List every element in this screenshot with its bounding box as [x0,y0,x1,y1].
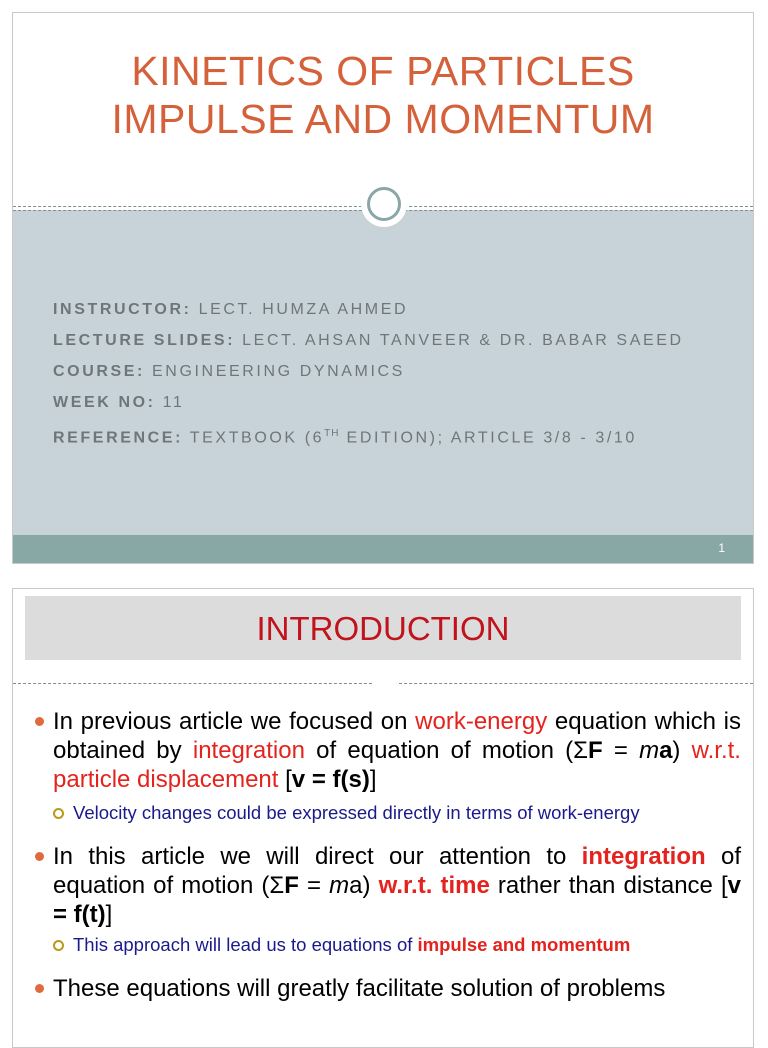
divider-ring [367,187,401,221]
meta-key: REFERENCE: [53,429,184,447]
slide-footer [13,535,753,563]
sub-bullet-item: This approach will lead us to equations of impulse and momentum [53,933,741,957]
slide-title [13,47,753,143]
sub-bullet-ring-icon [53,940,64,951]
title-line-2: IMPULSE AND MOMENTUM [111,96,655,142]
meta-lecture-slides [53,331,743,362]
bullet-dot-icon [35,717,44,726]
bullet-dot-icon [35,984,44,993]
meta-value: 11 [155,394,185,411]
bullet-item: These equations will greatly facilitate solution of problems [35,974,741,1003]
bullet-dot-icon [35,852,44,861]
meta-value-cont: EDITION); ARTICLE 3/8 - 3/10 [339,429,637,447]
title-slide [12,12,754,564]
meta-value: ENGINEERING DYNAMICS [144,363,405,380]
meta-value: LECT. AHSAN TANVEER & DR. BABAR SAEED [235,332,684,349]
slide-heading: INTRODUCTION [25,596,741,660]
course-info [53,300,743,455]
sub-bullet-ring-icon [53,808,64,819]
meta-reference [53,424,743,455]
bullet-item: In this article we will direct our attention to integration of equation of motion (ΣF = ma) w.r.t. time rather than distance [v = f(t)] [35,842,741,929]
meta-key: LECTURE SLIDES: [53,332,236,349]
divider-half-circle [362,663,408,687]
meta-week [53,393,743,424]
divider-circle-icon [362,663,408,687]
introduction-slide [12,588,754,1048]
title-line-1: KINETICS OF PARTICLES [131,48,635,94]
meta-course [53,362,743,393]
bullet-item: In previous article we focused on work-energy equation which is obtained by integration of equation of motion (ΣF = ma) w.r.t. particle displacement [v = f(s)] [35,707,741,794]
divider-circle-icon [361,181,407,227]
meta-value: LECT. HUMZA AHMED [191,301,409,318]
meta-key: COURSE: [53,363,145,380]
meta-value: TEXTBOOK (6 [183,429,325,447]
meta-superscript: TH [324,428,340,439]
meta-key: INSTRUCTOR: [53,301,192,318]
slide-content [35,707,741,1003]
meta-instructor [53,300,743,331]
sub-bullet-item: Velocity changes could be expressed directly in terms of work-energy [53,801,741,825]
page-number: 1 [718,541,725,555]
meta-key: WEEK NO: [53,394,156,411]
